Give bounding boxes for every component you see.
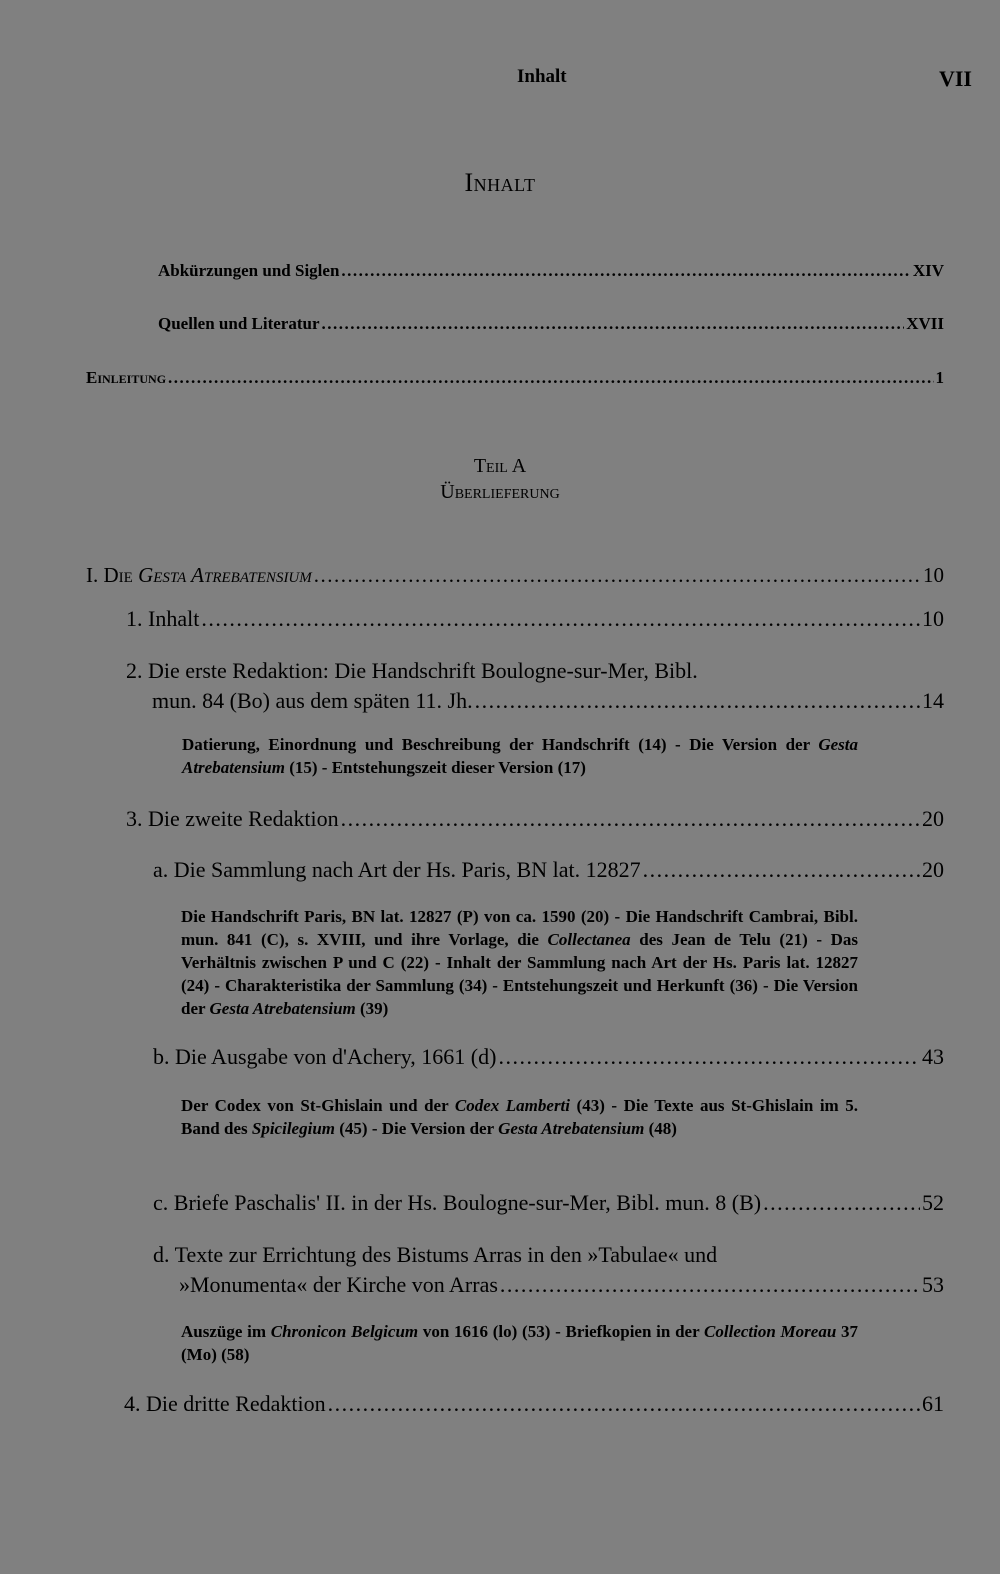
toc-chapter-label [86,563,312,588]
dot-leader [314,563,921,588]
toc-subsection-3b [153,1044,944,1070]
toc-subsection-3c [153,1190,944,1216]
chapter-prefix: Die [103,563,133,587]
toc-entry-label: Einleitung [86,368,167,387]
toc-chapter-1 [86,563,944,588]
toc-entry-page: 14 [922,688,944,713]
subsection-title-text: »Monumenta« der Kirche von Arras [179,1272,498,1297]
part-subtitle: Überlieferung [440,481,560,503]
subsection-letter: d. [153,1242,170,1267]
running-head-page-number: VII [938,66,972,91]
summary-italic: Collectanea [547,930,631,949]
section-number: 4. [124,1391,141,1416]
summary-text: (45) - Die Version der [335,1119,499,1138]
dot-leader [475,686,920,716]
summary-text: Die Handschrift Paris, BN lat. 12827 (P) von ca. 1590 (20) - Die Handschrift Cambrai, Bibl. mun. 841 (C), s. XVIII, und ihre Vorlage, die [181,907,858,949]
section-number: 1. [126,606,143,631]
section-title: Inhalt [148,606,200,631]
section-number: 2. [126,658,143,683]
summary-italic: Collection Moreau [704,1322,837,1341]
subsection-title: Die Sammlung nach Art der Hs. Paris, BN lat. 12827 [173,857,641,882]
dot-leader [763,1190,920,1216]
dot-leader [328,1391,920,1417]
subsection-title: Die Ausgabe von d'Achery, 1661 (d) [175,1044,497,1069]
toc-subsection-label [153,857,641,883]
summary-text: des Jean de Telu (21) - Das Verhältnis zwischen P und C (22) - Inhalt der Sammlung nach Art der Hs. Paris lat. 12827 (24) - Charakteristika der Sammlung (34) - Entstehungszeit und Herkunft (36) - Die Version der [181,930,858,1018]
chapter-number: I. [86,563,99,587]
toc-entry-quellen [158,314,944,334]
toc-entry-label: Abkürzungen und Siglen [158,261,340,280]
toc-section-label [126,606,199,632]
subsection-title-line2 [153,1270,944,1300]
summary-italic: Gesta Atrebatensium [209,999,356,1018]
running-head-title: Inhalt [517,66,567,87]
summary-text: (48) [644,1119,677,1138]
section-title: Die zweite Redaktion [148,806,339,831]
subsection-title-text: Texte zur Errichtung des Bistums Arras in den »Tabulae« und [174,1242,718,1267]
toc-entry-page: 10 [922,606,944,631]
toc-entry-page: XVII [906,314,944,333]
dot-leader [498,1044,920,1070]
subsection-letter: c. [153,1190,169,1215]
subsection-3b-summary [181,1094,858,1140]
toc-section-3 [126,806,944,832]
section-title-text: Die erste Redaktion: Die Handschrift Boulogne-sur-Mer, Bibl. [148,658,698,683]
summary-text: von 1616 (lo) (53) - Briefkopien in der [418,1322,705,1341]
subsection-title: Briefe Paschalis' II. in der Hs. Boulogne-sur-Mer, Bibl. mun. 8 (B) [173,1190,762,1215]
summary-text: (43) - Die Texte aus St-Ghislain im 5. Band des [181,1096,859,1138]
dot-leader [643,857,920,883]
running-head [0,66,1000,92]
toc-section-label [124,1391,326,1417]
dot-leader [500,1270,920,1300]
section-2-summary [182,733,858,779]
summary-italic: Spicilegium [251,1119,335,1138]
toc-section-4 [124,1391,944,1417]
toc-subsection-3a [153,857,944,883]
section-title: Die dritte Redaktion [146,1391,326,1416]
section-title-line2 [126,686,944,716]
subsection-letter: b. [153,1044,170,1069]
subsection-3d-summary [181,1320,858,1366]
summary-italic: Gesta Atrebatensium [182,735,858,777]
summary-text: Der Codex von St-Ghislain und der [181,1096,455,1115]
toc-entry-abkuerzungen [158,261,944,281]
dot-leader [168,368,933,388]
section-number: 3. [126,806,143,831]
toc-entry-label: Quellen und Literatur [158,314,320,333]
toc-entry-page: XIV [912,261,944,280]
dot-leader [201,606,920,632]
toc-entry-page: 43 [922,1044,944,1069]
toc-entry-einleitung [86,368,944,388]
toc-entry-page: 61 [922,1391,944,1416]
toc-entry-page: 20 [922,857,944,882]
summary-italic: Gesta Atrebatensium [498,1119,645,1138]
part-title: Teil A [473,455,527,477]
toc-entry-page: 52 [922,1190,944,1215]
toc-subsection-label [153,1190,761,1216]
toc-subsection-3d [153,1240,944,1300]
subsection-title-line1 [153,1240,944,1270]
section-title-text: mun. 84 (Bo) aus dem späten 11. Jh. [152,688,473,713]
toc-section-2 [126,656,944,716]
summary-text: 37 (Mo) (58) [181,1322,859,1364]
dot-leader [341,806,920,832]
page-title: Inhalt [464,168,536,197]
subsection-letter: a. [153,857,169,882]
summary-text: Auszüge im [181,1322,271,1341]
dot-leader [322,314,905,334]
chapter-title: Gesta Atrebatensium [138,563,312,587]
toc-section-label [126,806,339,832]
toc-entry-page: 1 [935,368,944,387]
dot-leader [341,261,910,281]
toc-entry-page: 53 [922,1272,944,1297]
summary-italic: Codex Lamberti [454,1096,571,1115]
toc-subsection-label [153,1044,496,1070]
toc-entry-page: 10 [923,563,944,587]
toc-entry-page: 20 [922,806,944,831]
toc-section-1 [126,606,944,632]
summary-text: (39) [355,999,389,1018]
summary-italic: Chronicon Belgicum [270,1322,419,1341]
summary-text: Datierung, Einordnung und Beschreibung der Handschrift (14) - Die Version der [182,735,819,754]
subsection-3a-summary [181,905,858,1020]
section-title-line1 [126,656,944,686]
summary-text: (15) - Entstehungszeit dieser Version (17) [284,758,586,777]
